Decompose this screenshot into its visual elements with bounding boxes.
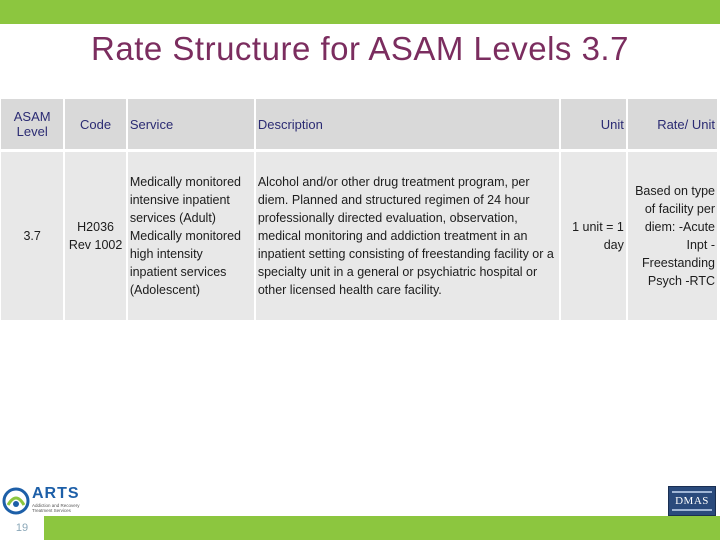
top-accent-bar (0, 0, 720, 24)
arts-logo-tagline: Addiction and Recovery Treatment Services (32, 503, 80, 513)
page-number: 19 (0, 516, 44, 540)
cell-code: H2036 Rev 1002 (65, 152, 125, 320)
header-unit: Unit (561, 99, 626, 149)
table-row (1, 152, 717, 320)
cell-rate: Based on type of facility per diem: -Acute Inpt -Freestanding Psych -RTC (628, 152, 717, 320)
arts-logo (2, 485, 84, 517)
dmas-logo-stripe-bottom (672, 509, 712, 511)
cell-service: Medically monitored intensive inpatient services (Adult) Medically monitored high intensity inpatient services (Adolescent) (128, 152, 254, 320)
slide-title: Rate Structure for ASAM Levels 3.7 (91, 30, 629, 67)
arts-logo-text: ARTS (32, 485, 80, 502)
header-code: Code (65, 99, 125, 149)
rate-table (0, 96, 719, 323)
rate-table-container (0, 96, 720, 323)
cell-unit: 1 unit = 1 day (561, 152, 626, 320)
header-service: Service (128, 99, 254, 149)
bottom-accent-bar (0, 516, 720, 540)
header-asam-level: ASAM Level (1, 99, 63, 149)
arts-swirl-icon (2, 487, 30, 515)
cell-level: 3.7 (1, 152, 63, 320)
header-description: Description (256, 99, 559, 149)
header-rate-per-unit: Rate/ Unit (628, 99, 717, 149)
table-header-row (1, 99, 717, 149)
dmas-logo (668, 486, 716, 516)
dmas-logo-text: DMAS (675, 495, 709, 507)
dmas-logo-stripe-top (672, 491, 712, 493)
cell-description: Alcohol and/or other drug treatment program, per diem. Planned and structured regimen of 24 hour professionally directed evaluation, observation, medical monitoring and addiction treatment in an inpatient setting consisting of freestanding facility or a specialty unit in a general or psychiatric hospital or other licensed health care facility. (256, 152, 559, 320)
